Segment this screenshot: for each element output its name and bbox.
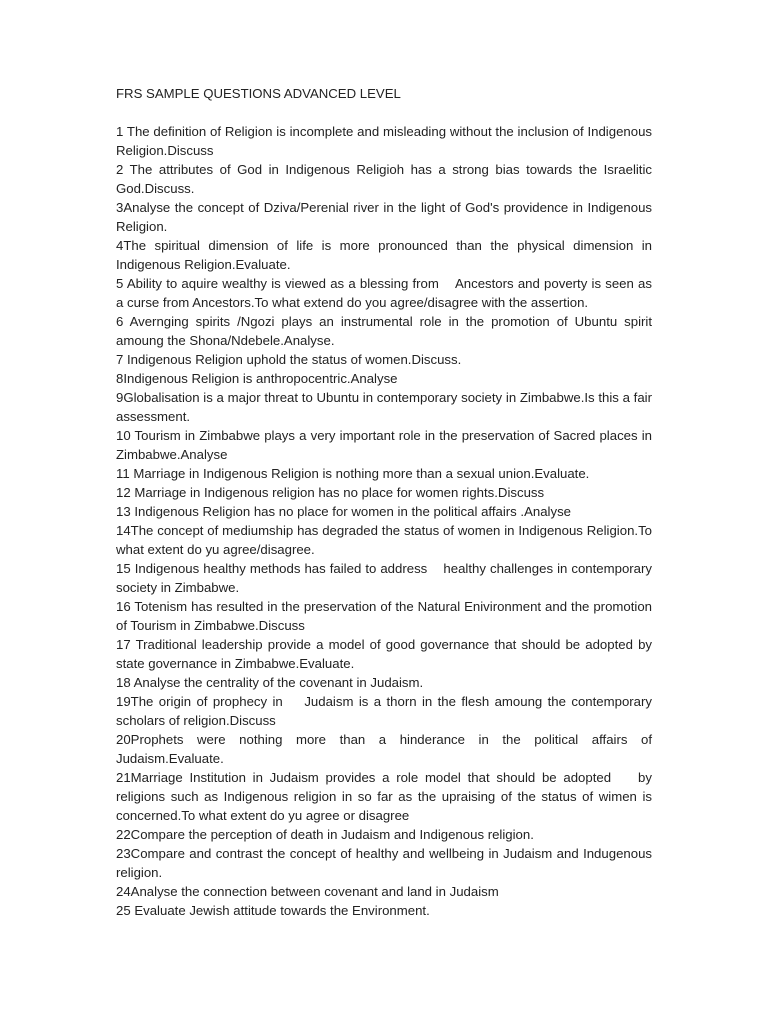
question-item: 10 Tourism in Zimbabwe plays a very important role in the preservation of Sacred places in Zimbabwe.Analyse [116, 428, 656, 462]
question-item: 5 Ability to aquire wealthy is viewed as a blessing from Ancestors and poverty is seen as a curse from Ancestors.To what extend do you agree/disagree with the assertion. [116, 276, 656, 310]
document-page [116, 84, 656, 920]
question-list [116, 122, 656, 920]
question-item: 16 Totenism has resulted in the preservation of the Natural Enivironment and the promotion of Tourism in Zimbabwe.Discuss [116, 599, 656, 633]
question-item: 25 Evaluate Jewish attitude towards the Environment. [116, 903, 430, 918]
question-item: 18 Analyse the centrality of the covenant in Judaism. [116, 675, 424, 690]
question-item: 4The spiritual dimension of life is more pronounced than the physical dimension in Indigenous Religion.Evaluate. [116, 238, 656, 272]
question-item: 7 Indigenous Religion uphold the status of women.Discuss. [116, 352, 462, 367]
question-item: 11 Marriage in Indigenous Religion is nothing more than a sexual union.Evaluate. [116, 466, 590, 481]
document-title: FRS SAMPLE QUESTIONS ADVANCED LEVEL [116, 86, 401, 101]
question-item: 14The concept of mediumship has degraded the status of women in Indigenous Religion.To what extent do yu agree/disagree. [116, 523, 656, 557]
question-item: 9Globalisation is a major threat to Ubuntu in contemporary society in Zimbabwe.Is this a fair assessment. [116, 390, 656, 424]
question-item: 23Compare and contrast the concept of healthy and wellbeing in Judaism and Indugenous religion. [116, 846, 656, 880]
question-item: 21Marriage Institution in Judaism provides a role model that should be adopted by religions such as Indigenous religion in so far as the upraising of the status of wimen is concerned.To what extent do yu agree or disagree [116, 770, 656, 823]
question-item: 24Analyse the connection between covenant and land in Judaism [116, 884, 499, 899]
question-item: 20Prophets were nothing more than a hinderance in the political affairs of Judaism.Evaluate. [116, 732, 656, 766]
question-item: 2 The attributes of God in Indigenous Religioh has a strong bias towards the Israelitic God.Discuss. [116, 162, 656, 196]
question-item: 12 Marriage in Indigenous religion has no place for women rights.Discuss [116, 485, 545, 500]
question-item: 8Indigenous Religion is anthropocentric.Analyse [116, 371, 398, 386]
question-item: 15 Indigenous healthy methods has failed to address healthy challenges in contemporary society in Zimbabwe. [116, 561, 656, 595]
question-item: 19The origin of prophecy in Judaism is a thorn in the flesh amoung the contemporary scholars of religion.Discuss [116, 694, 656, 728]
question-item: 6 Avernging spirits /Ngozi plays an instrumental role in the promotion of Ubuntu spirit amoung the Shona/Ndebele.Analyse. [116, 314, 656, 348]
question-item: 1 The definition of Religion is incomplete and misleading without the inclusion of Indigenous Religion.Discuss [116, 124, 656, 158]
question-item: 3Analyse the concept of Dziva/Perenial river in the light of God's providence in Indigenous Religion. [116, 200, 656, 234]
question-item: 13 Indigenous Religion has no place for women in the political affairs .Analyse [116, 504, 572, 519]
question-item: 17 Traditional leadership provide a model of good governance that should be adopted by state governance in Zimbabwe.Evaluate. [116, 637, 656, 671]
question-item: 22Compare the perception of death in Judaism and Indigenous religion. [116, 827, 534, 842]
